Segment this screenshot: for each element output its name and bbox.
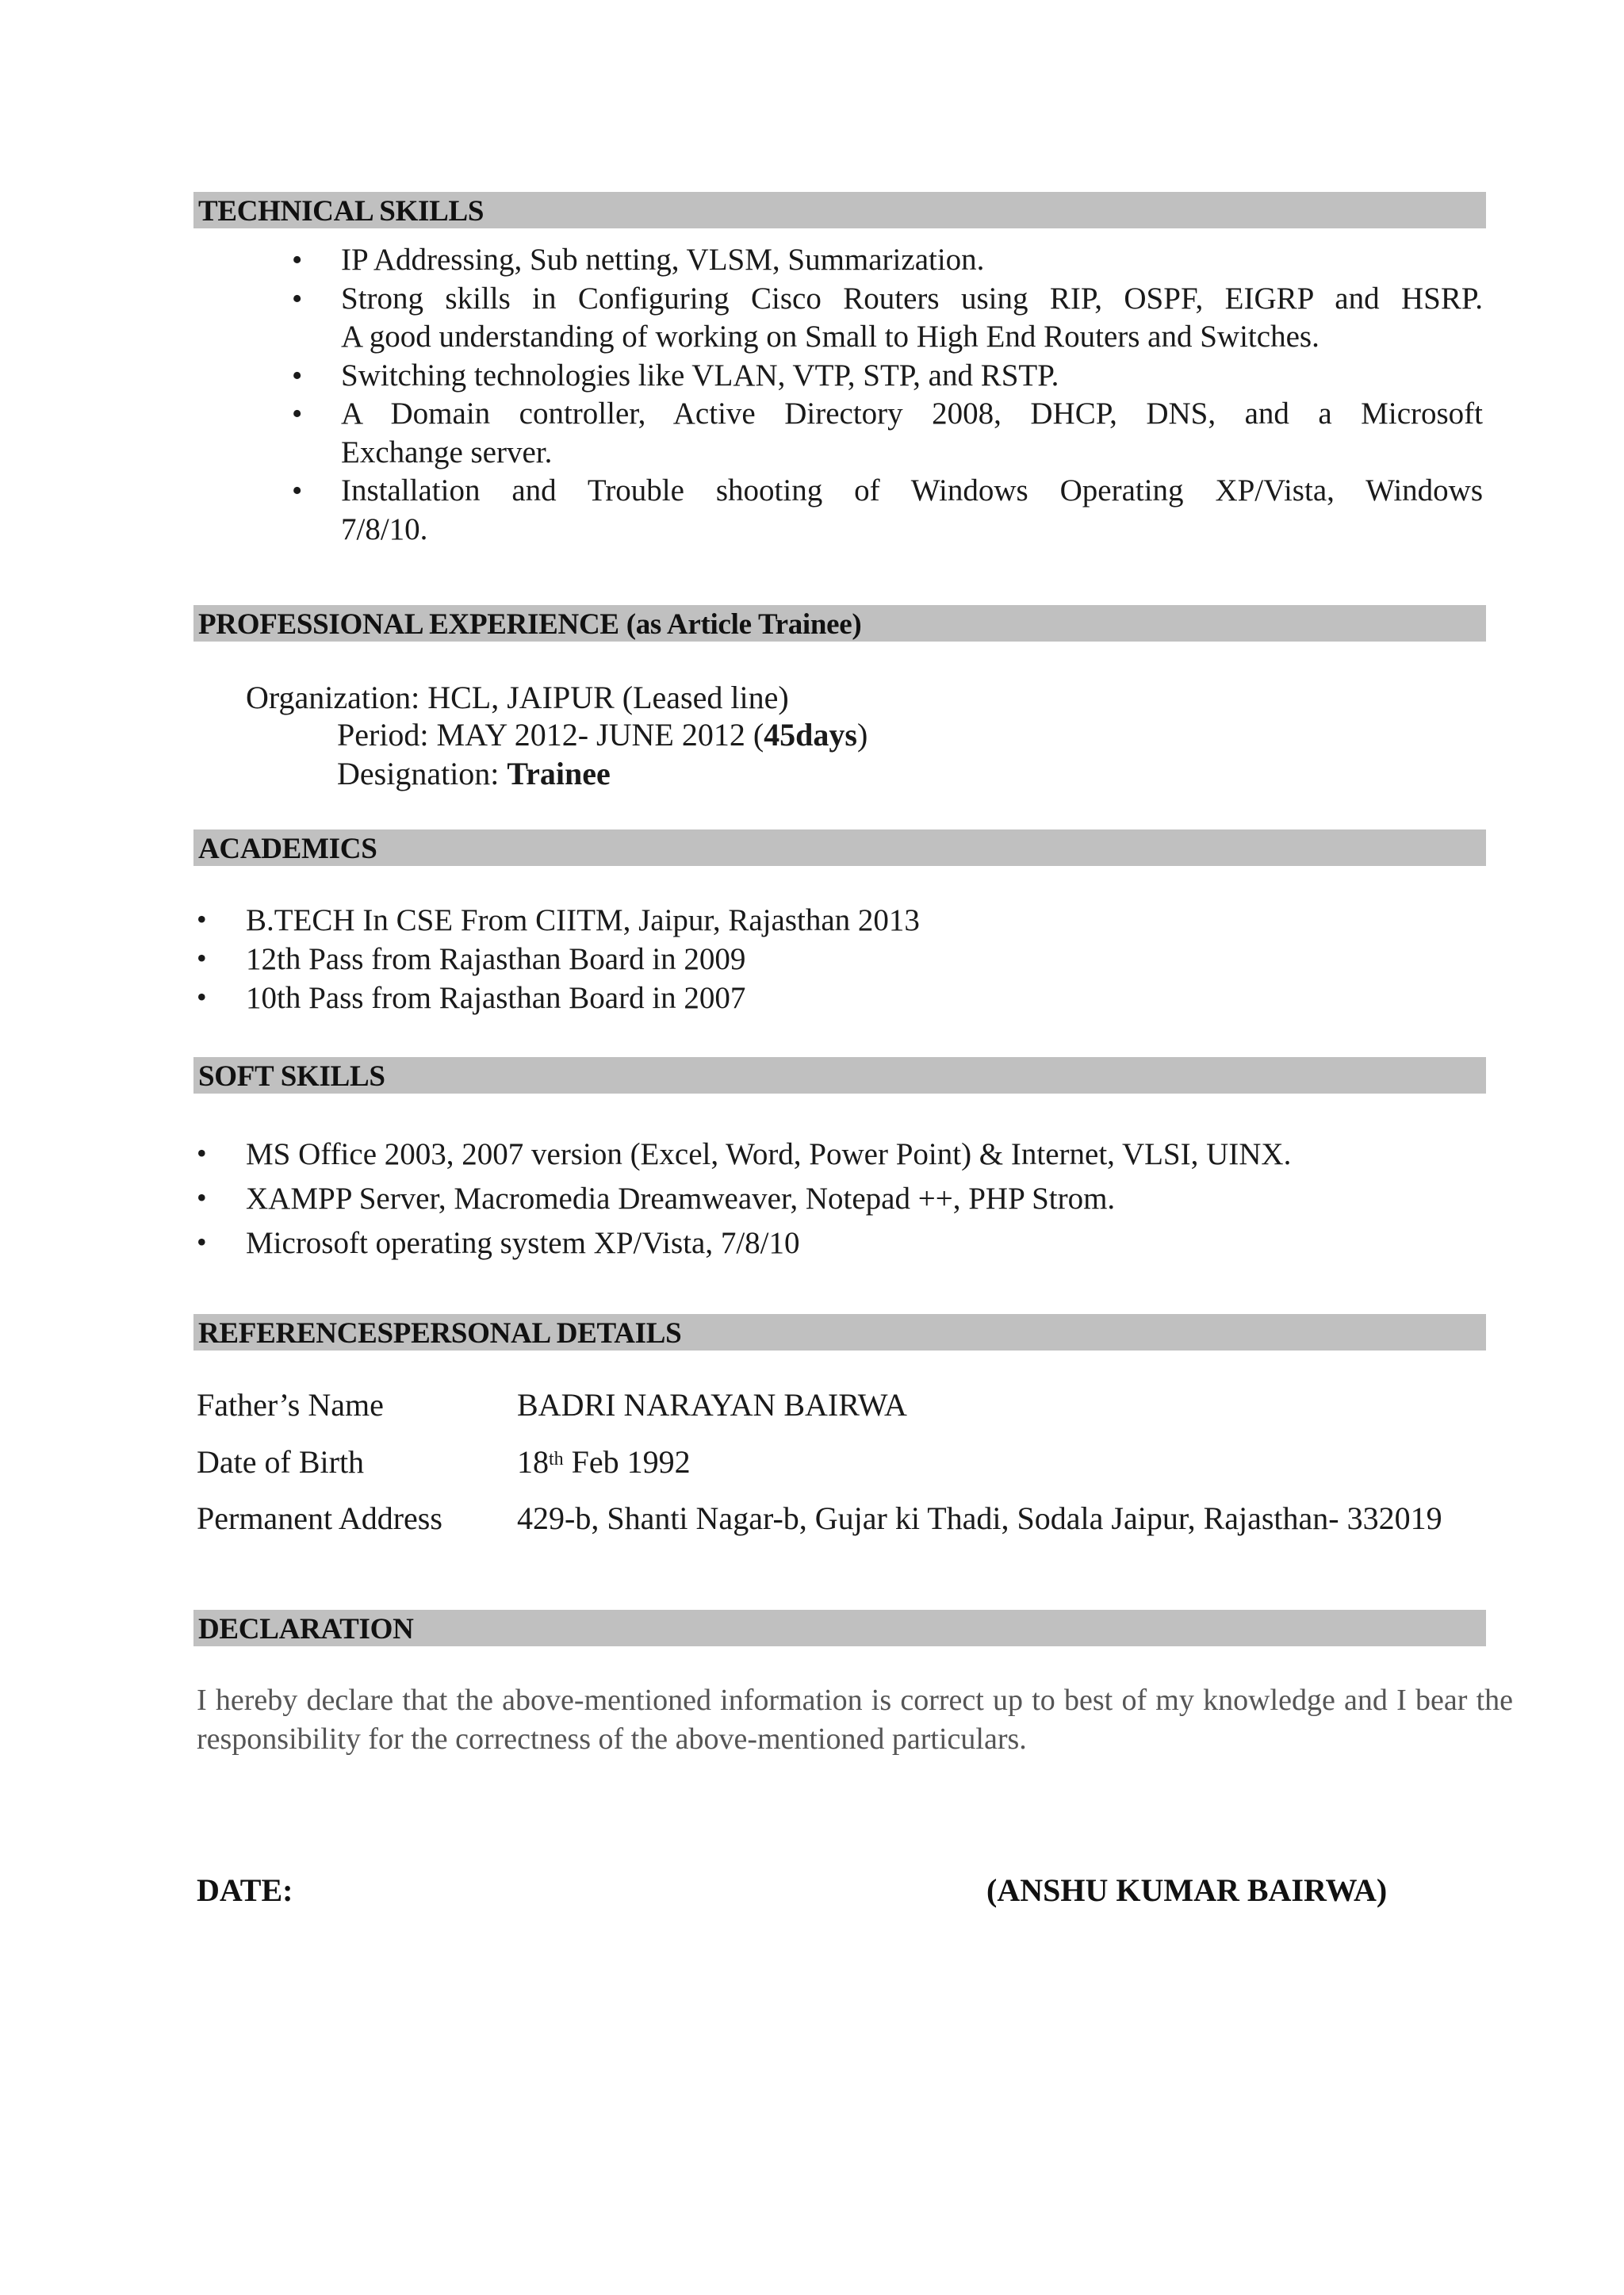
list-item: • IP Addressing, Sub netting, VLSM, Summarization. [341, 241, 1483, 280]
list-item-continuation: 7/8/10. [341, 511, 428, 546]
experience-heading-bar [193, 605, 1486, 642]
period-days: 45days [764, 717, 857, 753]
signatory-name: (ANSHU KUMAR BAIRWA) [986, 1872, 1388, 1908]
list-item: • MS Office 2003, 2007 version (Excel, Word, Power Point) & Internet, VLSI, UINX. [246, 1136, 1483, 1181]
soft-skills-heading-bar [193, 1057, 1486, 1094]
list-item: • 12th Pass from Rajasthan Board in 2009 [246, 941, 1483, 980]
declaration-text: I hereby declare that the above-mentioned information is correct up to best of my knowledge and I bear the responsibility for the correctness of the above-mentioned particulars. [197, 1684, 1513, 1756]
experience-heading: PROFESSIONAL EXPERIENCE (as Article Trainee) [198, 608, 862, 641]
technical-skills-heading: TECHNICAL SKILLS [198, 195, 485, 228]
list-item: • Installation and Trouble shooting of Windows Operating XP/Vista, Windows [341, 472, 1483, 511]
list-item-continuation: Exchange server. [341, 435, 553, 469]
designation-value: Trainee [507, 756, 611, 791]
academics-heading: ACADEMICS [198, 833, 377, 865]
date-label: DATE: [197, 1872, 293, 1908]
soft-skills-heading: SOFT SKILLS [198, 1060, 385, 1093]
list-item: • B.TECH In CSE From CIITM, Jaipur, Rajasthan 2013 [246, 902, 1483, 941]
designation-line: Designation: Trainee [337, 756, 611, 791]
list-item-continuation: A good understanding of working on Small to High End Routers and Switches. [341, 320, 1320, 354]
technical-skills-heading-bar [193, 192, 1486, 228]
declaration-heading-bar [193, 1610, 1486, 1646]
list-item: • XAMPP Server, Macromedia Dreamweaver, Notepad ++, PHP Strom. [246, 1181, 1483, 1225]
address-value: 429-b, Shanti Nagar-b, Gujar ki Thadi, Sodala Jaipur, Rajasthan- 332019 [517, 1500, 1442, 1536]
address-label: Permanent Address [197, 1500, 442, 1536]
organization-line: Organization: HCL, JAIPUR (Leased line) [246, 680, 789, 715]
dob-value: 18th Feb 1992 [517, 1444, 691, 1480]
list-item: • Switching technologies like VLAN, VTP, STP, and RSTP. [341, 357, 1483, 396]
dob-label: Date of Birth [197, 1444, 365, 1480]
academics-heading-bar [193, 829, 1486, 866]
declaration-heading: DECLARATION [198, 1613, 414, 1646]
fathers-name-value: BADRI NARAYAN BAIRWA [517, 1387, 907, 1423]
period-line: Period: MAY 2012- JUNE 2012 (45days) [337, 717, 868, 753]
academics-list [246, 902, 1483, 1019]
list-item: • 10th Pass from Rajasthan Board in 2007 [246, 980, 1483, 1019]
list-item: • A Domain controller, Active Directory 2008, DHCP, DNS, and a Microsoft [341, 395, 1483, 434]
personal-details-heading: REFERENCESPERSONAL DETAILS [198, 1317, 682, 1350]
list-item: • Microsoft operating system XP/Vista, 7/8/10 [246, 1225, 1483, 1270]
fathers-name-label: Father’s Name [197, 1387, 384, 1423]
list-item: • Strong skills in Configuring Cisco Routers using RIP, OSPF, EIGRP and HSRP. [341, 280, 1483, 319]
personal-details-heading-bar [193, 1314, 1486, 1351]
technical-skills-list [341, 241, 1483, 549]
soft-skills-list [246, 1136, 1483, 1270]
